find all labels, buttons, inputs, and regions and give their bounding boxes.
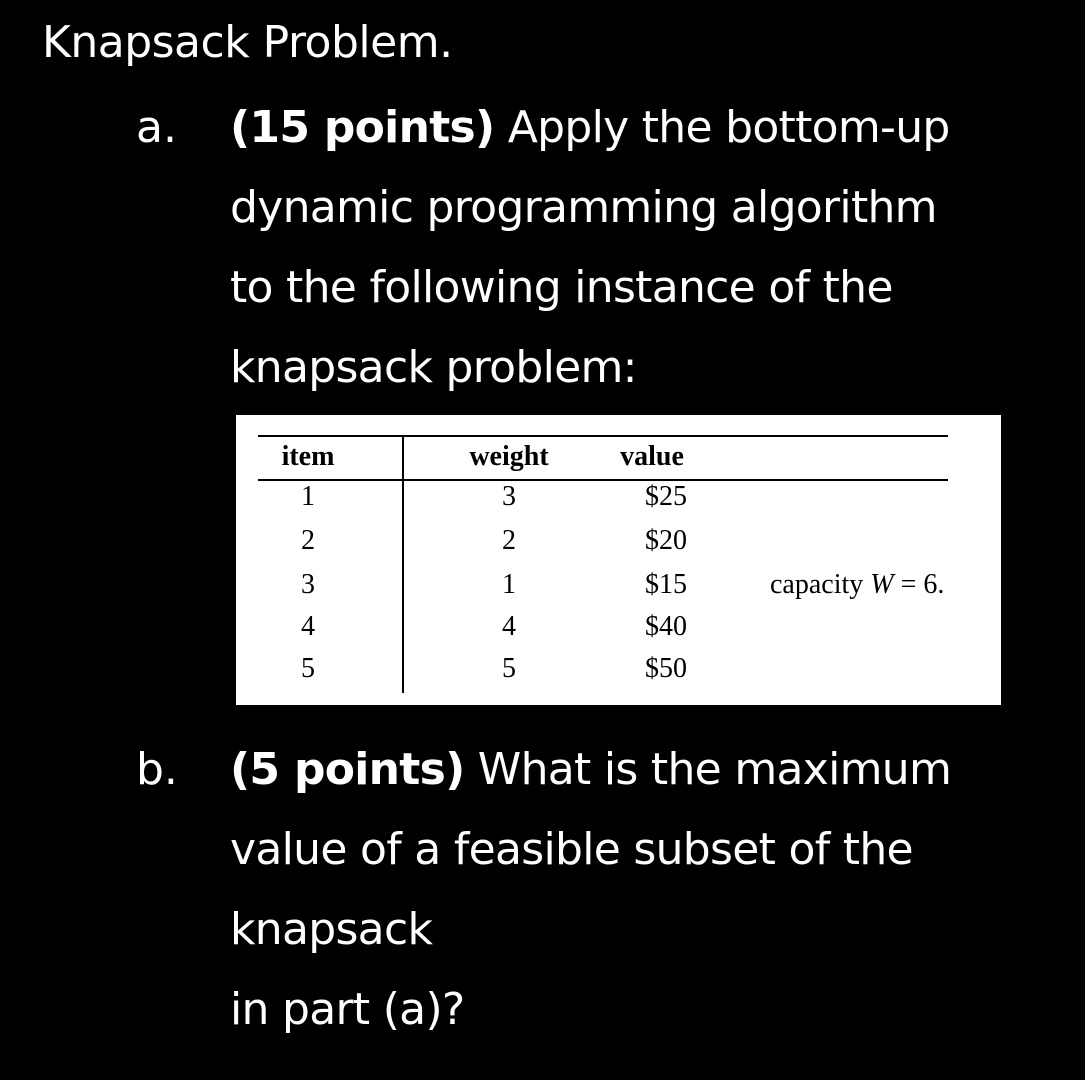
cell-item-5: 5 — [301, 653, 315, 684]
capacity-variable: W — [870, 569, 894, 600]
cell-weight-2: 2 — [502, 525, 516, 556]
cell-weight-4: 4 — [502, 611, 516, 642]
part-b-line-3: knapsack — [230, 904, 433, 955]
header-weight: weight — [469, 441, 549, 472]
part-a-line-1-rest: Apply the bottom-up — [494, 102, 950, 153]
part-a-text — [230, 88, 950, 408]
part-a-points: (15 points) — [230, 102, 495, 153]
part-a-line-1 — [230, 88, 950, 168]
cell-value-2: $20 — [645, 525, 687, 556]
part-a-line-2: dynamic programming algorithm — [230, 182, 937, 233]
capacity-label — [770, 565, 944, 605]
cell-item-2: 2 — [301, 525, 315, 556]
table-column-divider — [402, 435, 404, 693]
capacity-suffix: = 6. — [893, 569, 945, 600]
cell-value-5: $50 — [645, 653, 687, 684]
part-a-marker: a. — [136, 102, 177, 153]
cell-value-1: $25 — [645, 481, 687, 512]
knapsack-table-panel — [236, 415, 1001, 705]
cell-item-3: 3 — [301, 569, 315, 600]
header-value: value — [620, 441, 684, 472]
part-b-marker: b. — [136, 744, 178, 795]
cell-item-1: 1 — [301, 481, 315, 512]
cell-weight-1: 3 — [502, 481, 516, 512]
part-a-line-4: knapsack problem: — [230, 342, 637, 393]
part-b-line-4: in part (a)? — [230, 984, 465, 1035]
part-b-line-2: value of a feasible subset of the — [230, 824, 913, 875]
part-b-line-1 — [230, 730, 951, 810]
header-item: item — [281, 441, 335, 472]
cell-value-3: $15 — [645, 569, 687, 600]
part-b-line-1-rest: What is the maximum — [464, 744, 952, 795]
part-b-points: (5 points) — [230, 744, 465, 795]
cell-item-4: 4 — [301, 611, 315, 642]
cell-weight-3: 1 — [502, 569, 516, 600]
cell-weight-5: 5 — [502, 653, 516, 684]
question-title: Knapsack Problem. — [42, 17, 453, 68]
part-b-text — [230, 730, 951, 1050]
capacity-prefix: capacity — [770, 569, 871, 600]
part-a-line-3: to the following instance of the — [230, 262, 893, 313]
table-header-rule — [258, 479, 948, 481]
cell-value-4: $40 — [645, 611, 687, 642]
